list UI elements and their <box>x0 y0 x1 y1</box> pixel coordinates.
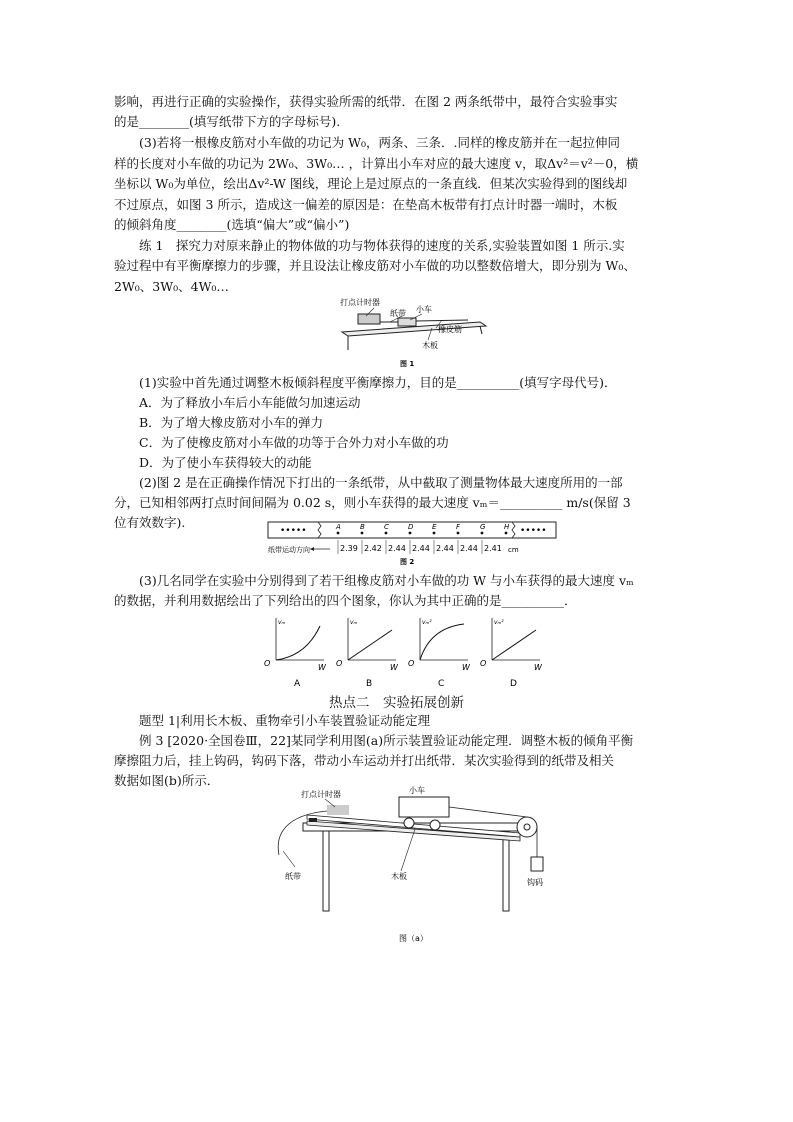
tape-dot <box>481 532 484 535</box>
graph-a <box>264 618 327 689</box>
graph-ylabel: vₘ <box>278 619 286 626</box>
figa-label-timer: 打点计时器 <box>301 790 341 799</box>
fig1-label-timer: 打点计时器 <box>340 298 380 307</box>
graphs-abcd <box>262 610 562 692</box>
graph-c <box>408 618 471 689</box>
fig2-caption: 图 2 <box>400 558 415 566</box>
text-line: 例 3 [2020·全国卷Ⅲ，22]某同学利用图(a)所示装置验证动能定理．调整木板的倾角平衡 <box>139 733 634 748</box>
text-line: 坐标以 W₀为单位，绘出Δv²-W 图线，理论上是过原点的一条直线．但某次实验得到的图线却 <box>114 176 628 191</box>
text-line: 数据如图(b)所示． <box>114 773 220 788</box>
graph-ylabel: vₘ² <box>494 619 504 626</box>
text-line: 影响，再进行正确的实验操作，获得实验所需的纸带．在图 2 两条纸带中，最符合实验事实 <box>114 94 618 109</box>
question-1-stem: (1)实验中首先通过调整木板倾斜程度平衡摩擦力，目的是__________(填写字母代号)． <box>139 375 617 390</box>
graph-d <box>480 618 543 689</box>
tape-distance: 2.44 <box>460 544 478 553</box>
tape-point-label: H <box>504 523 510 531</box>
figa-label-weight: 钩码 <box>527 878 543 887</box>
graph-origin: O <box>264 659 271 668</box>
graph-xlabel: W <box>462 663 470 672</box>
text-line: 摩擦阻力后，挂上钩码，钩码下落，带动小车运动并打出纸带．某次实验得到的纸带及相关 <box>114 753 615 768</box>
graph-xlabel: W <box>390 663 398 672</box>
figure-2-tape <box>266 520 562 568</box>
fig1-label-tape: 纸带 <box>390 309 406 318</box>
tape-point-label: D <box>408 523 414 531</box>
tape-point-label: E <box>432 523 437 531</box>
text-line: (2)图 2 是在正确操作情况下打出的一条纸带，从中截取了测量物体最大速度所用的一部 <box>139 475 623 490</box>
graph-letter: C <box>438 679 445 689</box>
text-line: 验过程中有平衡摩擦力的步骤，并且设法让橡皮筋对小车做的功以整数倍增大，即分别为 W₀、 <box>114 258 636 273</box>
tape-distance: 2.39 <box>340 544 358 553</box>
graph-curve <box>276 626 320 660</box>
graph-origin: O <box>480 659 487 668</box>
tape-distance: 2.41 <box>484 544 502 553</box>
tape-point-label: G <box>480 523 486 531</box>
figa-label-board: 木板 <box>391 872 407 881</box>
graph-ylabel: vₘ <box>350 619 358 626</box>
text-line: (3)若将一根橡皮筋对小车做的功记为 W₀，两条、三条．.同样的橡皮筋并在一起拉伸同 <box>139 135 621 150</box>
text-line: 的是________(填写纸带下方的字母标号). <box>114 114 341 129</box>
tape-dot <box>433 532 436 535</box>
tape-dot <box>409 532 412 535</box>
graph-b <box>336 618 399 689</box>
tape-distance: 2.44 <box>412 544 430 553</box>
text-line: 样的长度对小车做的功记为 2W₀、3W₀… ，计算出小车对应的最大速度 v，取Δv²＝v²－0，横 <box>114 156 639 171</box>
option-c: C．为了使橡皮筋对小车做的功等于合外力对小车做的功 <box>139 435 449 450</box>
text-line: 的数据，并利用数据绘出了下列给出的四个图象，你认为其中正确的是__________． <box>114 593 577 608</box>
graph-curve <box>348 630 392 660</box>
tape-direction-label: 纸带运动方向 <box>268 546 310 554</box>
tape-dot <box>337 532 340 535</box>
svg-text:•••••: ••••• <box>520 526 547 536</box>
section-heading: 热点二 实验拓展创新 <box>329 695 464 711</box>
graph-curve <box>492 630 536 660</box>
figure-1-apparatus <box>330 300 500 370</box>
tape-dot <box>361 532 364 535</box>
graph-curve <box>420 624 464 660</box>
graph-origin: O <box>336 659 343 668</box>
text-line: 的倾斜角度________(选填“偏大”或“偏小”) <box>114 217 350 232</box>
tape-dot <box>457 532 460 535</box>
fig1-label-board: 木板 <box>422 341 438 350</box>
figa-caption: 图（a） <box>399 934 428 943</box>
graph-ylabel: vₘ² <box>422 619 432 626</box>
tape-unit: cm <box>508 546 519 554</box>
figa-label-tape: 纸带 <box>285 872 301 881</box>
tape-distance: 2.42 <box>364 544 382 553</box>
tape-distance: 2.44 <box>388 544 406 553</box>
tape-point-label: C <box>384 523 389 531</box>
figa-label-car: 小车 <box>409 786 425 795</box>
tape-dot <box>385 532 388 535</box>
graph-letter: B <box>366 679 373 689</box>
text-line: 2W₀、3W₀、4W₀… <box>114 279 229 294</box>
fig1-label-car: 小车 <box>416 305 432 314</box>
fig1-label-rubber: 橡皮筋 <box>438 325 462 334</box>
tape-dot <box>505 532 508 535</box>
text-line: (3)几名同学在实验中分别得到了若干组橡皮筋对小车做的功 W 与小车获得的最大速度 vₘ <box>139 573 634 588</box>
type-line: 题型 1|利用长木板、重物牵引小车装置验证动能定理 <box>139 713 431 728</box>
graph-xlabel: W <box>318 663 326 672</box>
option-d: D．为了使小车获得较大的动能 <box>139 455 312 470</box>
fig1-caption: 图 1 <box>400 360 415 368</box>
tape-distance: 2.44 <box>436 544 454 553</box>
tape-point-label: F <box>456 523 461 531</box>
text-line: 位有效数字). <box>114 515 186 530</box>
text-line: 不过原点，如图 3 所示，造成这一偏差的原因是：在垫高木板带有打点计时器一端时，木板 <box>114 197 618 212</box>
svg-text:•••••: ••••• <box>280 526 307 536</box>
graph-letter: A <box>294 679 301 689</box>
text-line: 练 1 探究力对原来静止的物体做的功与物体获得的速度的关系,实验装置如图 1 所示.实 <box>139 238 625 253</box>
tape-point-label: B <box>360 523 365 531</box>
graph-letter: D <box>510 679 517 689</box>
graph-origin: O <box>408 659 415 668</box>
tape-point-label: A <box>336 523 341 531</box>
text-line: 分，已知相邻两打点时间间隔为 0.02 s，则小车获得的最大速度 vₘ＝__________ m/s(保留 3 <box>114 495 631 510</box>
option-b: B．为了增大橡皮筋对小车的弹力 <box>139 415 324 430</box>
figure-a-apparatus <box>265 785 565 945</box>
graph-xlabel: W <box>534 663 542 672</box>
option-a: A．为了释放小车后小车能做匀加速运动 <box>139 395 361 410</box>
